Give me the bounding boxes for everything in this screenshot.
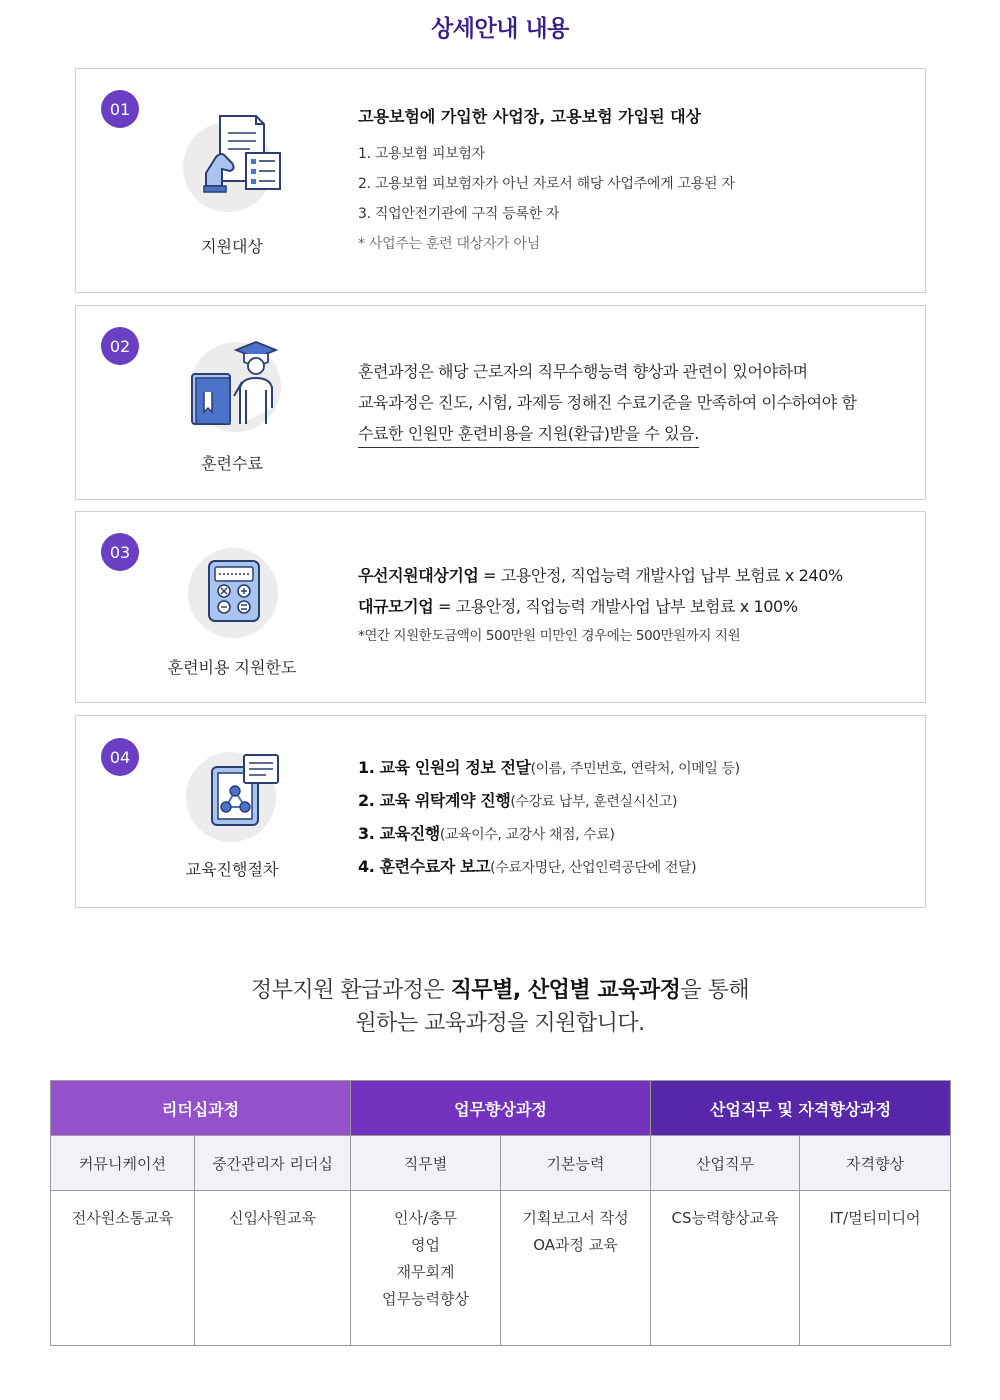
course-table — [50, 1080, 951, 1346]
section-card-02 — [75, 305, 926, 500]
section-note: * 사업주는 훈련 대상자가 아님 — [358, 236, 540, 252]
course-subheader: 커뮤니케이션 — [51, 1136, 195, 1191]
text-line: 훈련과정은 해당 근로자의 직무수행능력 향상과 관련이 있어야하며 — [358, 362, 808, 381]
section-card-03 — [75, 511, 926, 703]
course-item: CS능력향상교육 — [671, 1209, 779, 1227]
graduate-book-icon — [186, 338, 286, 433]
text-line: 수료한 인원만 훈련비용을 지원(환급)받을 수 있음. — [358, 421, 699, 448]
section-number-badge: 02 — [101, 327, 139, 365]
course-item: 인사/총무 — [393, 1209, 457, 1227]
summary-text: 정부지원 환급과정은 직무별, 산업별 교육과정을 통해 원하는 교육과정을 지원합니다. — [250, 978, 750, 1036]
section-number-badge: 01 — [101, 90, 139, 128]
course-cell — [51, 1191, 195, 1346]
course-subheader: 기본능력 — [501, 1136, 651, 1191]
course-cell — [800, 1191, 951, 1346]
course-item: 업무능력향상 — [382, 1290, 469, 1308]
course-item: 기획보고서 작성 — [522, 1209, 629, 1227]
process-step: 4. 훈련수료자 보고(수료자명단, 산업인력공단에 전달) — [358, 857, 697, 876]
section-number-badge: 04 — [101, 738, 139, 776]
list-item: 1. 고용보험 피보험자 — [358, 146, 485, 162]
course-subheader: 산업직무 — [651, 1136, 800, 1191]
course-item: 재무회계 — [396, 1263, 455, 1281]
course-cell — [351, 1191, 501, 1346]
section-label: 교육진행절차 — [185, 860, 279, 879]
course-item: OA과정 교육 — [533, 1236, 618, 1254]
document-hand-icon — [198, 111, 288, 211]
course-item: IT/멀티미디어 — [829, 1209, 921, 1227]
text-line: 교육과정은 진도, 시험, 과제등 정해진 수료기준을 만족하여 이수하여야 함 — [358, 393, 857, 412]
course-item: 신입사원교육 — [229, 1209, 316, 1227]
support-row: 대규모기업 = 고용안정, 직업능력 개발사업 납부 보험료 x 100% — [358, 597, 798, 616]
page-title: 상세안내 내용 — [431, 16, 569, 42]
course-item: 전사원소통교육 — [71, 1209, 174, 1227]
course-cell — [651, 1191, 800, 1346]
process-step: 1. 교육 인원의 정보 전달(이름, 주민번호, 연락처, 이메일 등) — [358, 758, 740, 777]
calculator-icon — [204, 556, 264, 626]
section-label: 지원대상 — [201, 237, 263, 256]
course-cell — [501, 1191, 651, 1346]
process-step: 3. 교육진행(교육이수, 교강사 채점, 수료) — [358, 824, 615, 843]
section-heading: 고용보험에 가입한 사업장, 고용보험 가입된 대상 — [358, 107, 702, 126]
section-number-badge: 03 — [101, 533, 139, 571]
section-card-04 — [75, 715, 926, 908]
section-card-01 — [75, 68, 926, 293]
course-group-header: 업무향상과정 — [351, 1081, 651, 1136]
process-step: 2. 교육 위탁계약 진행(수강료 납부, 훈련실시신고) — [358, 791, 678, 810]
tablet-network-icon — [204, 751, 284, 831]
support-row: 우선지원대상기업 = 고용안정, 직업능력 개발사업 납부 보험료 x 240% — [358, 566, 843, 585]
course-cell — [195, 1191, 351, 1346]
course-group-header: 산업직무 및 자격향상과정 — [651, 1081, 951, 1136]
course-group-header: 리더십과정 — [51, 1081, 351, 1136]
section-label: 훈련수료 — [201, 454, 263, 473]
course-subheader: 자격향상 — [800, 1136, 951, 1191]
section-label: 훈련비용 지원한도 — [167, 658, 297, 677]
course-item: 영업 — [411, 1236, 440, 1254]
list-item: 3. 직업안전기관에 구직 등록한 자 — [358, 206, 560, 222]
section-note: *연간 지원한도금액이 500만원 미만인 경우에는 500만원까지 지원 — [358, 628, 741, 644]
list-item: 2. 고용보험 피보험자가 아닌 자로서 해당 사업주에게 고용된 자 — [358, 176, 735, 192]
course-subheader: 중간관리자 리더십 — [195, 1136, 351, 1191]
course-subheader: 직무별 — [351, 1136, 501, 1191]
